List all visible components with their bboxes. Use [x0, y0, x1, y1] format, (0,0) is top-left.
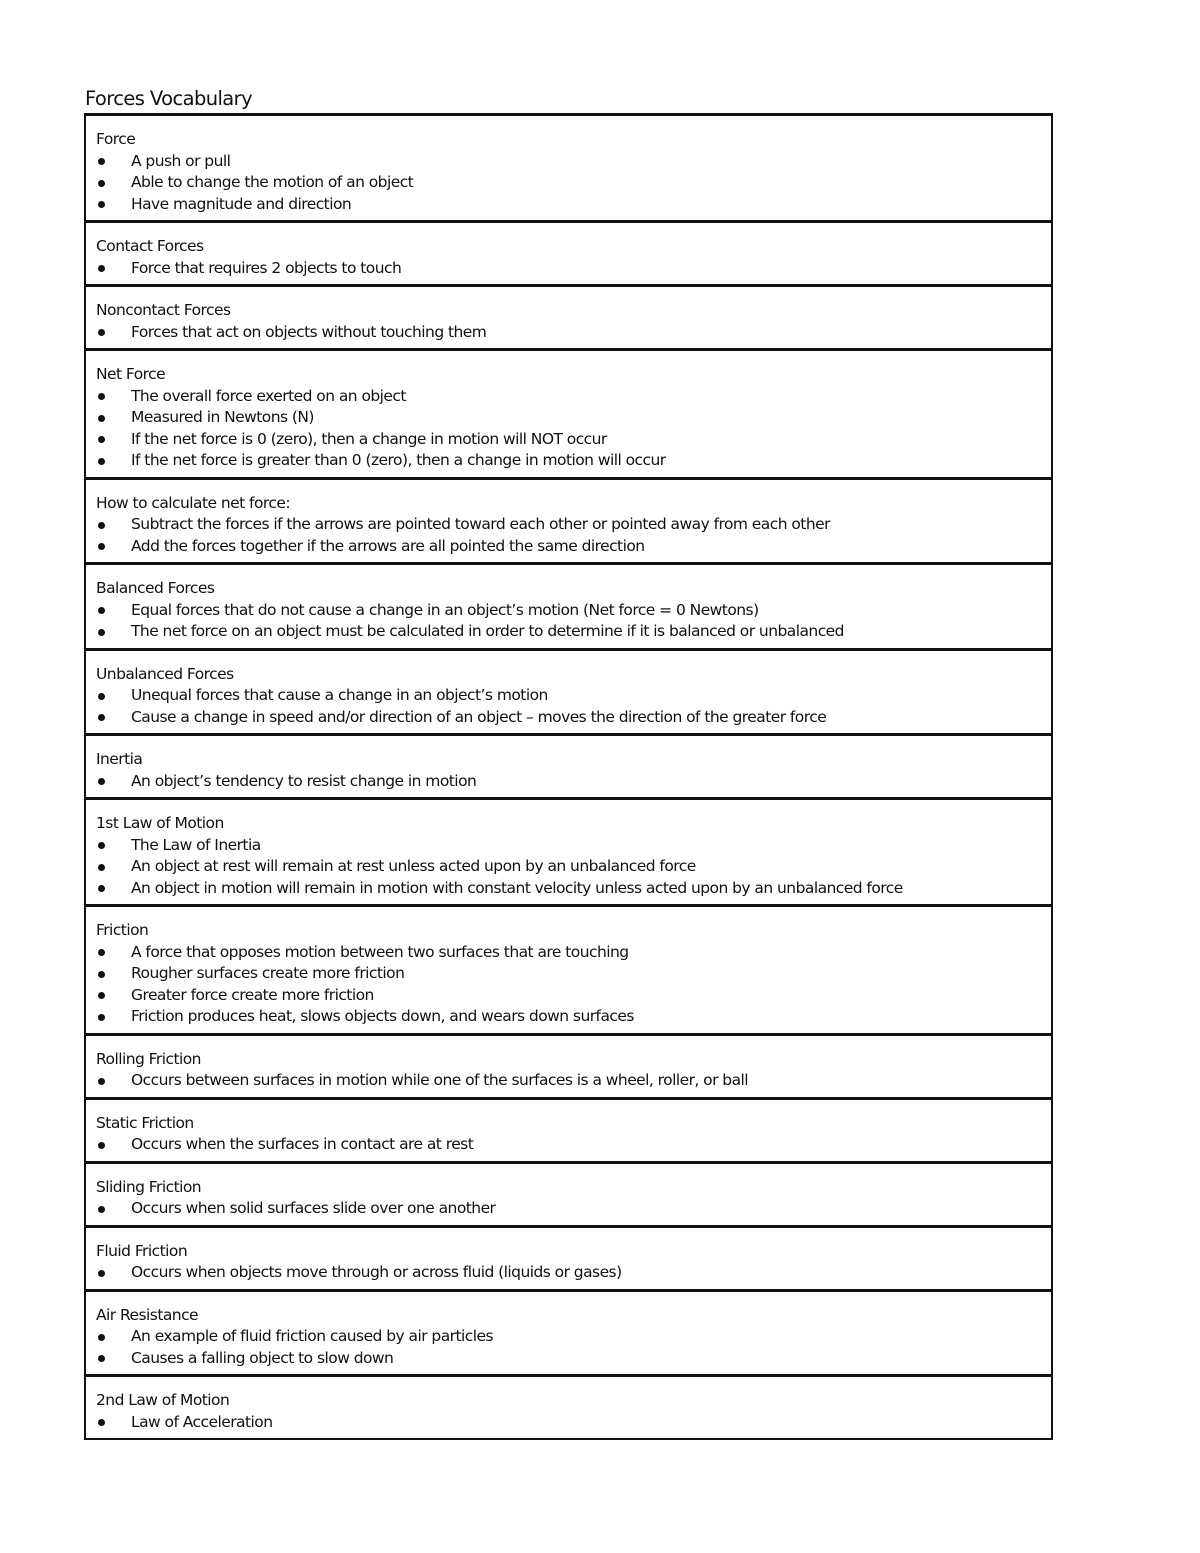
definition-text: Have magnitude and direction	[131, 194, 352, 213]
vocab-row	[86, 1377, 1051, 1438]
definition-text: The net force on an object must be calculated in order to determine if it is balanced or unbalanced	[131, 622, 844, 640]
vocab-term: Rolling Friction	[96, 1049, 201, 1068]
definition-text: Equal forces that do not cause a change in an object’s motion (Net force = 0 Newtons)	[131, 600, 759, 619]
vocab-row	[86, 800, 1051, 907]
bullet-dot-icon	[98, 864, 105, 871]
definition-bullet	[96, 514, 1051, 536]
definition-bullet	[96, 1134, 1051, 1156]
definition-bullet	[96, 685, 1051, 707]
definition-bullet	[96, 258, 1051, 280]
definition-text: An object in motion will remain in motion with constant velocity unless acted upon by an unbalanced force	[131, 878, 903, 897]
definition-text: Occurs when the surfaces in contact are at rest	[131, 1135, 474, 1153]
vocab-term: 2nd Law of Motion	[96, 1391, 230, 1409]
bullet-dot-icon	[98, 1078, 105, 1085]
definition-bullet	[96, 429, 1051, 451]
definition-bullet	[96, 1262, 1051, 1284]
bullet-dot-icon	[98, 415, 105, 422]
definition-bullet	[96, 172, 1051, 194]
bullet-dot-icon	[98, 1270, 105, 1277]
vocab-row	[86, 1036, 1051, 1100]
bullet-dot-icon	[98, 522, 105, 529]
bullet-dot-icon	[98, 778, 105, 785]
vocab-row	[86, 116, 1051, 223]
vocab-term: Friction	[96, 921, 149, 939]
definition-bullet	[96, 322, 1051, 344]
definition-text: An object at rest will remain at rest unless acted upon by an unbalanced force	[131, 857, 696, 875]
vocab-row	[86, 907, 1051, 1036]
vocab-row	[86, 1100, 1051, 1164]
bullet-dot-icon	[98, 885, 105, 892]
vocab-row	[86, 1164, 1051, 1228]
definition-bullet	[96, 1326, 1051, 1348]
definition-bullet	[96, 878, 1051, 900]
definition-bullet	[96, 1412, 1051, 1434]
definition-text: Cause a change in speed and/or direction of an object – moves the direction of the greater force	[131, 707, 827, 726]
definition-text: Greater force create more friction	[131, 985, 374, 1004]
definition-text: If the net force is 0 (zero), then a change in motion will NOT occur	[131, 429, 607, 448]
definition-text: Unequal forces that cause a change in an object’s motion	[131, 686, 548, 704]
bullet-dot-icon	[98, 1014, 105, 1021]
definition-bullet	[96, 621, 1051, 643]
bullet-dot-icon	[98, 971, 105, 978]
vocab-term: Balanced Forces	[96, 579, 215, 597]
definition-text: Subtract the forces if the arrows are pointed toward each other or pointed away from each other	[131, 515, 830, 533]
bullet-dot-icon	[98, 714, 105, 721]
bullet-dot-icon	[98, 329, 105, 336]
definition-bullet	[96, 963, 1051, 985]
definition-bullet	[96, 151, 1051, 173]
definition-bullet	[96, 407, 1051, 429]
definition-bullet	[96, 194, 1051, 216]
definition-text: An object’s tendency to resist change in motion	[131, 771, 477, 790]
vocab-term: Unbalanced Forces	[96, 664, 234, 683]
definition-bullet	[96, 1348, 1051, 1370]
bullet-dot-icon	[98, 265, 105, 272]
bullet-dot-icon	[98, 1142, 105, 1149]
bullet-dot-icon	[98, 992, 105, 999]
vocab-row	[86, 480, 1051, 566]
definition-bullet	[96, 450, 1051, 472]
page-title: Forces Vocabulary	[85, 87, 253, 110]
definition-bullet	[96, 835, 1051, 857]
vocab-row	[86, 651, 1051, 737]
definition-bullet	[96, 985, 1051, 1007]
definition-bullet	[96, 707, 1051, 729]
vocab-row	[86, 1292, 1051, 1378]
bullet-dot-icon	[98, 1419, 105, 1426]
definition-text: A push or pull	[131, 151, 231, 170]
definition-text: Rougher surfaces create more friction	[131, 964, 405, 982]
bullet-dot-icon	[98, 693, 105, 700]
definition-bullet	[96, 1198, 1051, 1220]
definition-text: An example of fluid friction caused by air particles	[131, 1327, 493, 1345]
vocabulary-table	[84, 113, 1053, 1440]
bullet-dot-icon	[98, 158, 105, 165]
definition-bullet	[96, 1070, 1051, 1092]
bullet-dot-icon	[98, 949, 105, 956]
vocab-row	[86, 351, 1051, 480]
vocab-term: 1st Law of Motion	[96, 814, 224, 832]
definition-text: Add the forces together if the arrows are all pointed the same direction	[131, 536, 645, 555]
definition-bullet	[96, 856, 1051, 878]
vocab-term: Force	[96, 130, 136, 148]
definition-bullet	[96, 942, 1051, 964]
bullet-dot-icon	[98, 1355, 105, 1362]
definition-bullet	[96, 386, 1051, 408]
definition-bullet	[96, 600, 1051, 622]
definition-text: If the net force is greater than 0 (zero), then a change in motion will occur	[131, 451, 666, 469]
definition-text: Force that requires 2 objects to touch	[131, 258, 402, 277]
vocab-term: Inertia	[96, 750, 143, 768]
vocab-term: Contact Forces	[96, 237, 204, 255]
vocab-term: Fluid Friction	[96, 1241, 188, 1260]
definition-text: Friction produces heat, slows objects down, and wears down surfaces	[131, 1007, 634, 1025]
vocab-term: Noncontact Forces	[96, 301, 231, 319]
definition-text: Occurs when objects move through or across fluid (liquids or gases)	[131, 1263, 622, 1281]
vocab-row	[86, 565, 1051, 651]
definition-text: Forces that act on objects without touching them	[131, 322, 487, 341]
vocab-row	[86, 223, 1051, 287]
vocab-row	[86, 1228, 1051, 1292]
bullet-dot-icon	[98, 607, 105, 614]
definition-text: Occurs between surfaces in motion while one of the surfaces is a wheel, roller, or ball	[131, 1071, 749, 1089]
vocab-term: How to calculate net force:	[96, 493, 291, 512]
bullet-dot-icon	[98, 842, 105, 849]
definition-text: A force that opposes motion between two surfaces that are touching	[131, 942, 629, 961]
vocab-row	[86, 736, 1051, 800]
definition-text: Able to change the motion of an object	[131, 173, 414, 191]
bullet-dot-icon	[98, 1206, 105, 1213]
definition-text: Causes a falling object to slow down	[131, 1348, 394, 1367]
vocab-row	[86, 287, 1051, 351]
bullet-dot-icon	[98, 393, 105, 400]
definition-text: The overall force exerted on an object	[131, 386, 406, 405]
vocab-term: Air Resistance	[96, 1305, 199, 1324]
vocab-term: Net Force	[96, 365, 166, 383]
definition-text: Measured in Newtons (N)	[131, 408, 314, 426]
bullet-dot-icon	[98, 629, 105, 636]
definition-bullet	[96, 536, 1051, 558]
bullet-dot-icon	[98, 543, 105, 550]
definition-text: Occurs when solid surfaces slide over one another	[131, 1199, 496, 1217]
bullet-dot-icon	[98, 1334, 105, 1341]
bullet-dot-icon	[98, 436, 105, 443]
definition-text: The Law of Inertia	[131, 835, 261, 854]
bullet-dot-icon	[98, 458, 105, 465]
bullet-dot-icon	[98, 180, 105, 187]
definition-bullet	[96, 771, 1051, 793]
vocab-term: Static Friction	[96, 1113, 194, 1132]
definition-bullet	[96, 1006, 1051, 1028]
definition-text: Law of Acceleration	[131, 1412, 273, 1431]
vocab-term: Sliding Friction	[96, 1177, 202, 1196]
bullet-dot-icon	[98, 201, 105, 208]
